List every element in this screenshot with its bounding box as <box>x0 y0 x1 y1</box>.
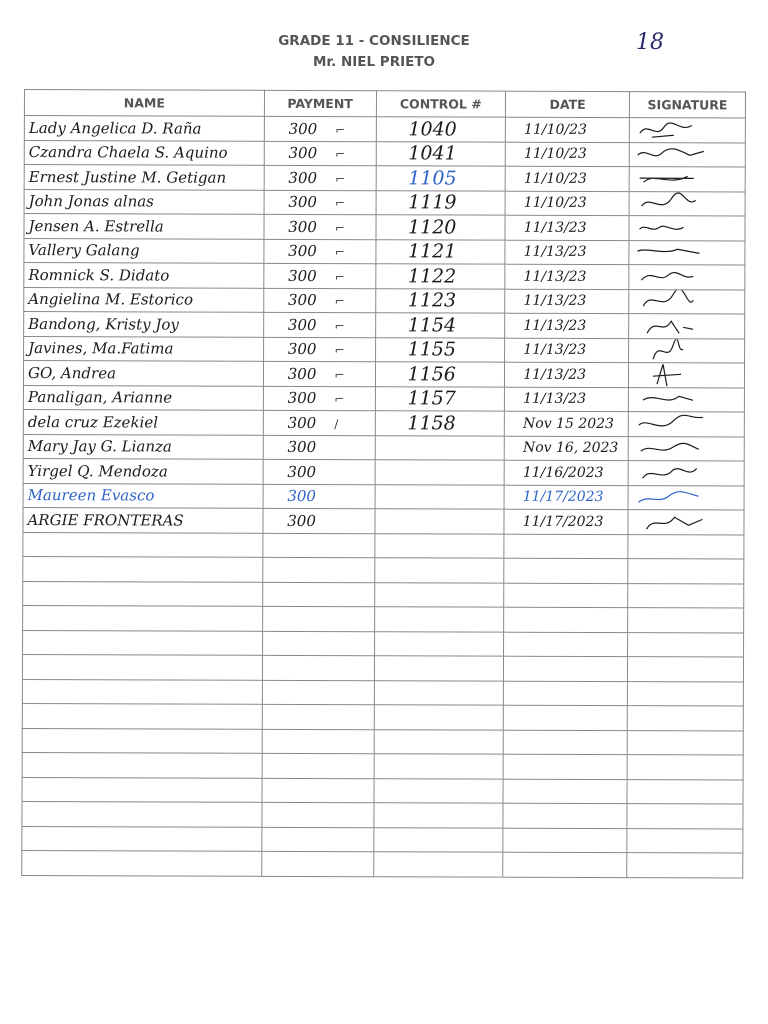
sheet-title: GRADE 11 - CONSILIENCE <box>278 33 470 49</box>
table-row <box>23 434 744 461</box>
check-mark: ⌐ <box>334 196 346 211</box>
control-number: 1122 <box>375 264 505 289</box>
payment-amount: 300 <box>287 511 316 530</box>
empty-name-cell <box>22 826 262 851</box>
payment-cell <box>264 214 376 239</box>
empty-control-cell <box>374 778 504 803</box>
signature-scribble <box>633 290 713 312</box>
empty-payment-cell <box>262 753 374 778</box>
student-name: Lady Angelica D. Raña <box>24 116 264 141</box>
empty-row <box>22 679 743 706</box>
empty-payment-cell <box>262 582 374 607</box>
student-name: GO, Andrea <box>23 361 263 386</box>
signature-cell <box>629 191 745 216</box>
payment-cell <box>263 288 375 313</box>
empty-signature-cell <box>628 534 744 559</box>
empty-row <box>22 654 743 681</box>
signature-cell <box>629 167 745 192</box>
empty-control-cell <box>374 656 504 681</box>
empty-row <box>22 850 743 877</box>
control-number: 1157 <box>375 386 505 411</box>
payment-cell <box>264 165 376 190</box>
empty-row <box>22 777 743 804</box>
empty-signature-cell <box>627 828 743 853</box>
table-header <box>24 90 745 119</box>
empty-signature-cell <box>628 583 744 608</box>
control-number <box>375 484 505 509</box>
empty-name-cell <box>22 654 262 679</box>
student-name: Jensen A. Estrella <box>24 214 264 239</box>
payment-cell <box>263 337 375 362</box>
empty-signature-cell <box>628 608 744 633</box>
empty-signature-cell <box>628 681 744 706</box>
student-name: Bandong, Kristy Joy <box>24 312 264 337</box>
empty-control-cell <box>373 803 503 828</box>
control-number <box>375 460 505 485</box>
signature-scribble <box>633 437 713 459</box>
payment-amount: 300 <box>287 462 317 481</box>
signature-cell <box>628 436 744 461</box>
teacher-name: Mr. NIEL PRIETO <box>312 54 436 70</box>
handwritten-corner-mark: 18 <box>636 30 664 55</box>
table-row <box>23 483 744 510</box>
payment-cell <box>264 141 376 166</box>
payment-cell <box>263 508 375 533</box>
signature-cell <box>629 289 745 314</box>
empty-name-cell <box>22 752 262 777</box>
table-row <box>24 238 745 265</box>
signature-scribble <box>634 241 714 263</box>
col-header-name: NAME <box>24 90 264 117</box>
empty-control-cell <box>373 827 503 852</box>
signature-cell <box>629 142 745 167</box>
signature-cell <box>628 461 744 486</box>
table-row <box>23 385 744 412</box>
empty-payment-cell <box>263 533 375 558</box>
table-row <box>24 312 745 339</box>
empty-name-cell <box>23 556 263 581</box>
payment-amount: 300 <box>288 242 317 261</box>
check-mark: ⌐ <box>334 392 345 407</box>
empty-row <box>22 752 743 779</box>
empty-signature-cell <box>627 853 743 878</box>
check-mark: / <box>334 416 339 431</box>
table-row <box>24 214 745 241</box>
empty-name-cell <box>22 728 262 753</box>
empty-date-cell <box>503 754 627 779</box>
empty-payment-cell <box>262 606 374 631</box>
payment-amount: 300 <box>287 389 317 408</box>
student-name: dela cruz Ezekiel <box>23 409 263 434</box>
payment-amount: 300 <box>287 364 317 383</box>
student-name: Yirgel Q. Mendoza <box>23 458 263 483</box>
payment-amount: 300 <box>288 119 318 138</box>
empty-control-cell <box>374 582 504 607</box>
payment-amount: 300 <box>287 340 317 359</box>
payment-cell <box>263 484 375 509</box>
signature-scribble <box>633 339 713 361</box>
table-row <box>24 336 745 363</box>
check-mark: ⌐ <box>335 171 346 186</box>
payment-amount: 300 <box>288 168 318 187</box>
empty-name-cell <box>22 801 262 826</box>
check-mark: ⌐ <box>335 122 346 137</box>
student-name: Ernest Justine M. Getigan <box>24 165 264 190</box>
empty-date-cell <box>504 681 628 706</box>
payment-amount: 300 <box>287 487 317 506</box>
payment-amount: 300 <box>287 413 317 432</box>
empty-row <box>23 605 744 632</box>
signature-scribble <box>633 266 713 288</box>
signature-cell <box>629 240 745 265</box>
empty-date-cell <box>504 632 628 657</box>
signature-cell <box>629 387 745 412</box>
payment-date: 11/10/23 <box>506 117 630 142</box>
header-row <box>24 90 745 119</box>
signature-scribble <box>633 315 713 337</box>
payment-amount: 300 <box>287 315 317 334</box>
empty-date-cell <box>503 828 627 853</box>
empty-payment-cell <box>262 778 374 803</box>
signature-scribble <box>633 413 713 435</box>
empty-control-cell <box>374 558 504 583</box>
signature-scribble <box>634 143 714 165</box>
payment-cell <box>264 263 376 288</box>
payment-date: 11/13/23 <box>505 387 629 412</box>
empty-date-cell <box>503 779 627 804</box>
payment-date: 11/10/23 <box>505 142 629 167</box>
check-mark: ⌐ <box>334 294 345 309</box>
signature-cell <box>628 510 744 535</box>
payment-date: 11/13/23 <box>505 338 629 363</box>
signature-cell <box>629 265 745 290</box>
control-number: 1121 <box>375 239 505 264</box>
check-mark: ⌐ <box>334 269 345 284</box>
payment-amount: 300 <box>288 193 318 212</box>
payment-cell <box>263 386 375 411</box>
control-number: 1158 <box>375 411 505 436</box>
empty-date-cell <box>503 852 627 877</box>
payment-cell <box>263 361 375 386</box>
col-header-control: CONTROL # <box>376 91 506 117</box>
payment-date: 11/17/2023 <box>504 485 628 510</box>
empty-signature-cell <box>627 755 743 780</box>
student-name: Vallery Galang <box>24 238 264 263</box>
signature-scribble <box>634 217 714 239</box>
student-name: Panaligan, Arianne <box>23 385 263 410</box>
payment-date: 11/17/2023 <box>504 509 628 534</box>
signature-cell <box>629 314 745 339</box>
empty-date-cell <box>503 730 627 755</box>
empty-control-cell <box>374 607 504 632</box>
payment-amount: 300 <box>288 266 317 285</box>
signature-scribble <box>634 168 714 190</box>
student-name: Javines, Ma.Fatima <box>24 336 264 361</box>
payment-cell <box>264 190 376 215</box>
control-number: 1155 <box>375 337 505 362</box>
empty-signature-cell <box>628 559 744 584</box>
empty-payment-cell <box>262 631 374 656</box>
table-row <box>24 116 745 143</box>
control-number: 1123 <box>375 288 505 313</box>
control-number <box>374 509 504 534</box>
empty-name-cell <box>23 630 263 655</box>
control-number: 1156 <box>375 362 505 387</box>
payment-date: 11/13/23 <box>505 264 629 289</box>
control-number: 1105 <box>376 166 506 191</box>
signature-cell <box>629 216 745 241</box>
payment-date: 11/16/2023 <box>504 460 628 485</box>
payment-cell <box>263 459 375 484</box>
payment-cell <box>263 312 375 337</box>
signature-cell <box>629 118 745 143</box>
empty-row <box>22 826 743 853</box>
payment-date: Nov 16, 2023 <box>504 436 628 461</box>
empty-row <box>22 801 743 828</box>
payment-date: 11/13/23 <box>505 362 629 387</box>
signature-scribble <box>633 511 713 533</box>
empty-control-cell <box>374 631 504 656</box>
table-row <box>24 140 745 167</box>
empty-signature-cell <box>628 632 744 657</box>
signature-cell <box>629 338 745 363</box>
table-row <box>23 507 744 534</box>
table-row <box>23 458 744 485</box>
student-name: Mary Jay G. Lianza <box>23 434 263 459</box>
signature-scribble <box>633 486 713 508</box>
signature-scribble <box>633 462 713 484</box>
payment-date: 11/13/23 <box>505 313 629 338</box>
empty-control-cell <box>374 729 504 754</box>
empty-signature-cell <box>627 804 743 829</box>
empty-date-cell <box>503 705 627 730</box>
student-name: ARGIE FRONTERAS <box>23 507 263 532</box>
empty-name-cell <box>23 605 263 630</box>
check-mark: ⌐ <box>335 147 346 162</box>
empty-control-cell <box>374 533 504 558</box>
control-number <box>375 435 505 460</box>
empty-row <box>22 703 743 730</box>
signature-cell <box>628 485 744 510</box>
payment-table <box>21 89 746 878</box>
payment-cell <box>264 239 376 264</box>
empty-signature-cell <box>627 706 743 731</box>
empty-name-cell <box>23 581 263 606</box>
empty-signature-cell <box>627 779 743 804</box>
payment-date: Nov 15 2023 <box>504 411 628 436</box>
table-row <box>24 263 745 290</box>
empty-name-cell <box>22 777 262 802</box>
payment-cell <box>263 435 375 460</box>
col-header-payment: PAYMENT <box>264 90 376 116</box>
student-name: Angielina M. Estorico <box>24 287 264 312</box>
empty-row <box>23 556 744 583</box>
check-mark: ⌐ <box>334 367 345 382</box>
check-mark: ⌐ <box>334 220 345 235</box>
payment-cell <box>264 116 376 141</box>
empty-payment-cell <box>262 680 374 705</box>
empty-payment-cell <box>262 827 374 852</box>
empty-name-cell <box>22 850 262 875</box>
empty-row <box>23 581 744 608</box>
table-row <box>24 287 745 314</box>
payment-cell <box>263 410 375 435</box>
payment-amount: 300 <box>288 217 317 236</box>
check-mark: ⌐ <box>334 343 345 358</box>
col-header-signature: SIGNATURE <box>630 92 746 118</box>
empty-name-cell <box>23 532 263 557</box>
payment-date: 11/13/23 <box>505 215 629 240</box>
empty-payment-cell <box>262 704 374 729</box>
empty-row <box>23 630 744 657</box>
empty-payment-cell <box>262 655 374 680</box>
empty-payment-cell <box>263 557 375 582</box>
payment-amount: 300 <box>288 144 318 163</box>
empty-control-cell <box>373 852 503 877</box>
check-mark: ⌐ <box>334 245 345 260</box>
empty-row <box>23 532 744 559</box>
empty-date-cell <box>504 607 628 632</box>
table-row <box>23 361 744 388</box>
payment-date: 11/10/23 <box>505 191 629 216</box>
col-header-date: DATE <box>506 91 630 117</box>
student-name: John Jonas alnas <box>24 189 264 214</box>
payment-date: 11/13/23 <box>505 240 629 265</box>
table-body <box>22 116 746 878</box>
control-number: 1154 <box>375 313 505 338</box>
empty-payment-cell <box>262 729 374 754</box>
control-number: 1120 <box>376 215 506 240</box>
empty-date-cell <box>503 803 627 828</box>
table-row <box>24 189 745 216</box>
student-name: Maureen Evasco <box>23 483 263 508</box>
signature-scribble <box>634 119 714 141</box>
signature-cell <box>629 363 745 388</box>
signature-cell <box>628 412 744 437</box>
student-name: Romnick S. Didato <box>24 263 264 288</box>
control-number: 1119 <box>376 190 506 215</box>
empty-payment-cell <box>262 802 374 827</box>
empty-control-cell <box>374 680 504 705</box>
empty-signature-cell <box>628 657 744 682</box>
check-mark: ⌐ <box>334 318 345 333</box>
empty-payment-cell <box>262 851 374 876</box>
signature-scribble <box>633 388 713 410</box>
empty-name-cell <box>22 703 262 728</box>
empty-control-cell <box>374 705 504 730</box>
payment-amount: 300 <box>287 438 317 457</box>
control-number: 1041 <box>376 141 506 166</box>
signature-scribble <box>634 192 714 214</box>
empty-control-cell <box>374 754 504 779</box>
empty-date-cell <box>504 534 628 559</box>
student-name: Czandra Chaela S. Aquino <box>24 140 264 165</box>
empty-signature-cell <box>627 730 743 755</box>
empty-date-cell <box>504 558 628 583</box>
payment-date: 11/13/23 <box>505 289 629 314</box>
payment-amount: 300 <box>287 291 317 310</box>
empty-date-cell <box>504 583 628 608</box>
signature-scribble <box>633 364 713 386</box>
empty-name-cell <box>22 679 262 704</box>
empty-row <box>22 728 743 755</box>
payment-date: 11/10/23 <box>505 166 629 191</box>
control-number: 1040 <box>376 117 506 142</box>
empty-date-cell <box>504 656 628 681</box>
table-row <box>23 409 744 436</box>
table-row <box>24 165 745 192</box>
